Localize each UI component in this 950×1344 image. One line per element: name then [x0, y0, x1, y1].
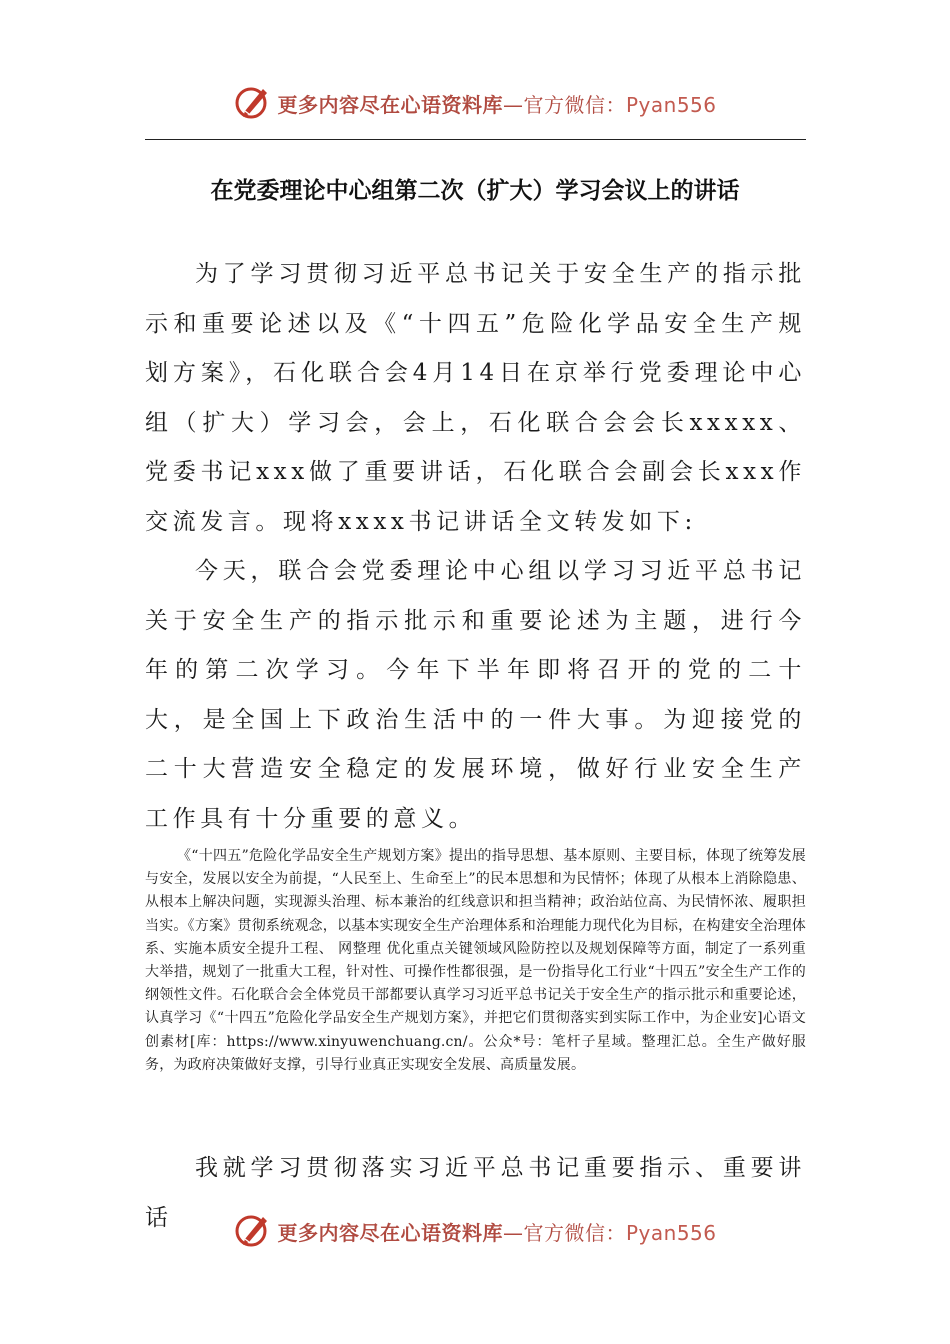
pen-nib-logo-icon — [233, 1211, 273, 1251]
footer-banner-official: 官方微信： — [523, 1220, 626, 1245]
document-title: 在党委理论中心组第二次（扩大）学习会议上的讲话 — [210, 178, 740, 204]
footer-banner-lead: 更多内容尽在心语资料库 — [277, 1220, 503, 1245]
paragraph-today: 今天，联合会党委理论中心组以学习习近平总书记关于安全生产的指示批示和重要论述为主题，进行今年的第二次学习。今年下半年即将召开的党的二十大，是全国上下政治生活中的一件大事。为迎接党的二十大营造安全稳定的发展环境，做好行业安全生产工作具有十分重要的意义。 — [145, 558, 806, 832]
footer-banner-dash: — — [502, 1220, 524, 1245]
footer-banner — [0, 1208, 950, 1254]
paragraph-intro: 为了学习贯彻习近平总书记关于安全生产的指示批示和重要论述以及《“十四五”危险化学品安全生产规划方案》，石化联合会4月14日在京举行党委理论中心组（扩大）学习会，会上，石化联合会会长xxxxx、党委书记xxx做了重要讲话，石化联合会副会长xxx作交流发言。现将xxxx书记讲话全文转发如下: — [145, 261, 806, 535]
banner-lead: 更多内容尽在心语资料库 — [277, 92, 503, 117]
banner-official: 官方微信： — [523, 92, 626, 117]
footer-banner-wechat-id: Pyan556 — [625, 1220, 717, 1245]
paragraph-plan: 《“十四五”危险化学品安全生产规划方案》提出的指导思想、基本原则、主要目标，体现了统筹发展与安全，发展以安全为前提，“人民至上、生命至上”的民本思想和为民情怀；体现了从根本上消除隐患、从根本上解决问题，实现源头治理、标本兼治的红线意识和担当精神；政治站位高、为民情怀浓、履职担当实。《方案》贯彻系统观念，以基本实现安全生产治理体系和治理能力现代化为目标，在构建安全治理体系、实施本质安全提升工程、 网整理 优化重点关键领域风险防控以及规划保障等方面，制定了一系列重大举措，规划了一批重大工程，针对性、可操作性都很强，是一份指导化工行业“十四五”安全生产工作的纲领性文件。石化联合会全体党员干部都要认真学习习近平总书记关于安全生产的指示批示和重要论述，认真学习《“十四五”危险化学品安全生产规划方案》，并把它们贯彻落实到实际工作中，为企业安]心语文创素材[库：https://www.xinyuwenchuang.cn/。公众*号：笔杆子星域。整理汇总。全生产做好服务，为政府决策做好支撑，引导行业真正实现安全发展、高质量发展。 — [145, 848, 806, 1073]
banner-wechat-id: Pyan556 — [625, 92, 717, 117]
header-banner — [0, 80, 950, 126]
banner-dash: — — [502, 92, 524, 117]
paragraph-closing: 我就学习贯彻落实习近平总书记重要指示、重要讲话 — [145, 1155, 806, 1231]
pen-nib-logo-icon — [233, 83, 273, 123]
footer-banner-text — [277, 1217, 716, 1246]
header-divider — [145, 139, 806, 140]
banner-text — [277, 89, 716, 118]
